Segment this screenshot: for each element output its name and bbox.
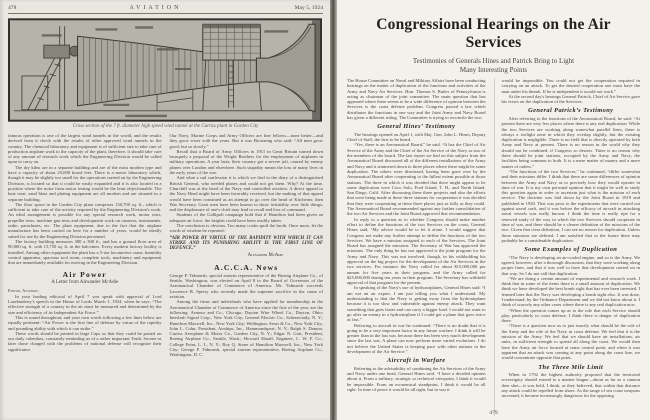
paragraph: “When the question comes up as to the role that each Service should play, particularly in coast defense, I think there is danger of duplication there. xyxy=(501,307,640,324)
paragraph: Our Navy, Marine Corps and Army Officers are fine fellows—none better—and they grow wiser with the years. But it was Browning who said: “All men grow good; but so slowly.” xyxy=(169,133,323,149)
page-number-left: 478 xyxy=(8,5,17,11)
page-479 xyxy=(337,0,650,420)
letter-signature: Alexander McAdie xyxy=(247,252,284,258)
paragraph: In reply to a question as to whether Congress should make another effort to define the functions of the two Services on the coast, General Hines said, “My advice would be to let it alone. I would suggest that Congress not make any further attempt to define the functions of the two Services. We have a mission assigned to each of the Services. The Joint Board has assigned the missions. The Secretary of War has approved the missions. The only thing he has not approved is the joint program for the Army and Navy. This was not involved, though, in his withholding his approval on the big project for the development of the Air Services in the two services. For instance the Navy called for about $15,000,000 per annum for five years in their program, and the Army called for $25,000,000 during ten years in their program. The Secretary has withheld approval of that program for the present. xyxy=(347,216,486,286)
paragraph: This is sound throughout; and your own words following a few lines below are equally pertinent: “Air Power is the first line of defense by virtue of the rapidity and pounding ability with which it can strike.” xyxy=(8,314,162,331)
running-header xyxy=(8,5,323,11)
left-page-columns xyxy=(8,133,323,395)
right-page-column-2 xyxy=(494,78,641,416)
duplication-examples-heading: Some Examples of Duplication xyxy=(524,246,618,254)
left-page-column-2 xyxy=(170,133,324,395)
three-mile-limit-heading: The Three Mile Limit xyxy=(538,363,604,371)
paragraph: Recall that a Board of Army Officers in 1911 in Great Britain turned down brusquely a proposal of the Wright Brothers for the employment of airplanes in military operations. A year later, their country got a severe jolt, caused by enemy planes over London and elsewhere. Such stupidity meant the loss of many lives in the early years of the war. xyxy=(169,148,323,176)
paragraph: The hearings opened on April 1, with Maj. Gen. John L. Hines, Deputy Chief of Staff, the first to be heard. xyxy=(347,131,486,143)
paragraph: Referring to aircraft in war he continued: “There is no doubt that it is going to be a very important factor in any future warfare. I think it will be greater than in the last war, because there has been very much development since the last war. A plane can now perform more varied evolutions. I do not believe the United States is keeping pace with other nations in the development of the Air Service.” xyxy=(347,322,486,355)
paragraph: “The functions of the two Services,” he continued, “differ somewhat and their missions differ. I think that there are some differences of opinion between the Army and Navy as to precisely how they would operate in time of war. It is my own personal opinion that it might be well to study this question again in order to ascertain just what is the mission of each service. The doctrine was laid down by the Joint Board in 1919 and published in 1920. That was prior to the experiments that were carried out against naval craft, and it was before the efficacy of aircraft in attacking naval vessels was really known. I think the time is really ripe for a renewed study of the way in which the two Services should cooperate in time of war, and there should be a clearer definition of the missions of the two. Given that clear definition, I can see no reason for duplication. Unless those missions are defined, I am satisfied that in the future there may probably be a considerable duplication. xyxy=(501,168,640,243)
figure-caption: Cross section of the 7 ft. diameter high speed wind tunnel at the Curtiss plant in Garden City xyxy=(72,124,259,129)
paragraph: In speaking of the Navy's use of hydroairplanes, General Hines said: “I am not an air expert. I am just telling you what I understand. My understanding is that the Navy is getting away from the hydroairplane because it is too slow and vulnerable against enemy attack. They want something that goes faster and can carry a bigger load. I would not want to go after an enemy in a hydroairplane if I could get a plane that goes twice as fast.” xyxy=(347,285,486,323)
journal-title: AVIATION xyxy=(129,5,182,11)
paragraph: At the second day's hearings General Patrick, Chief of Air Service gave his views on the duplication of the Services. xyxy=(501,93,640,105)
right-page-column-1 xyxy=(347,78,486,416)
paragraph: And what a sad confession it is which we find in the diary of a distinguished British General, who needed planes and could not get them. Why? At the time, Churchill was at the head of the Navy and controlled aviation. A direct appeal to the Navy Head might have been favorably received, but the making of that appeal would have been construed as an attempt to go over the head of Kitchener, then War Secretary. Great men have been known to show irritability over little things; and the displeasure of one's chief may lead to recall and loss of command. xyxy=(169,175,323,213)
paragraph: “There is a question now as to just exactly what should be the role of the Army and the role of the Navy in coast defense. We feel that it is the mission of the Army. We feel that we should have air installations, air units, in sufficient strength to spread all along the coast. We would then have the Army air force located at some central point, and when it was apparent that an attack was coming at any point along the coast line, we would concentrate opposite that point. xyxy=(501,323,640,361)
paragraph: Among the firms and individuals who have applied for membership in the Aeronautical Chamber of Commerce of America since the first of the year, are the following: Armour and Co., Chicago; Dayton Wire Wheel Co., Dayton, Ohio; Interlash Signal Corp., New York City; General Electric Co., Schenectady, N. Y.; Hamilton Maxwell, Inc., New York City; Wellington, Sears & Co., New York City; John L. Cohn, President, Airships, Inc., Hammondsport, N. Y.; Ralph S. Damon, Curtiss Aeroplane & Motor Co., Garden City, N. Y.; Edgar N. Gott, President, Boeing Airplane Co., Seattle, Wash.; Howard Shaaff, Engineer, L. W. F. Co., College Point, L. I., N. Y.; Roy Q. Stone of Hamilton Maxwell, Inc., New York City; George P. Tidmarsh, special eastern representative, Boeing Airplane Co., Washington, D. C. xyxy=(169,299,323,358)
paragraph: Students of the Gallipoli campaign hold that if Hamilton had been given an adequate air force, the heights could have been readily taken. xyxy=(169,212,323,223)
article-title: Congressional Hearings on the Air Services xyxy=(376,16,611,51)
paragraph: would be impossible. You could not get the cooperation required in carrying on an attack. To get the desired cooperation one must have the man under his thumb. If he is independent it would not work.” xyxy=(501,78,640,94)
air-power-heading: Air Power xyxy=(62,270,107,280)
paragraph: The dry kilns are in a separate building and are of the most modern type and have a capacity of about 25,000 board feet. There is a motor laboratory which, though it may be slightly too small for the operations carried on by the Engineering Division, is located so that it could be easily expanded and it is also located in a position where the noise from motor testing would be the least objectionable. The heat treat, sand blast and plating equipment are all modern and are situated in a separate building. xyxy=(8,164,162,202)
header-rule xyxy=(8,13,323,14)
wind-tunnel-cross-section-drawing xyxy=(8,18,322,122)
patrick-testimony-heading: General Patrick’s Testimony xyxy=(528,107,614,115)
paragraph: The House Committee on Naval and Military Affairs have been conducting hearings on the matter of duplication of the functions and activities of the Army and Navy Air Services. Hon. Thomas S. Butler of Pennsylvania is acting as chairman of the joint committee. The main question that has appeared where there seems to be a wide difference of opinion between the Services is the coast defense problem. Congress passed a law which distributes the functions in one way and the Joint Army and Navy Board has given a different ruling. The Committee is trying to reconcile the two. xyxy=(347,78,486,121)
paragraph: famous operation is one of the largest wind tunnels in the world, and the results derived from it check with the results of other approved wind tunnels in the country. The chemical laboratory and equipment is of sufficient size to take care of production airplane work to the capacity of the plant, therefore, it should take care of any amount of research work which the Engineering Division would be called upon to carry on. xyxy=(8,133,162,165)
paragraph: The floor space in the Garden City plant comprises 130,700 sq. ft., which is sufficient to take care of the activity required by the Engineering Division's work. An ideal arrangement is possible for any special research work, motor tests, propeller tests, machine gun tests and development work on cameras, instruments, radio, parachutes, etc. The plant equipment, due to the fact that the airplane manufacture has been carried on here for a number of years, would be ideally suited for use by the Engineering Division personnel. xyxy=(8,201,162,239)
issue-date: May 5, 1924 xyxy=(294,5,323,11)
left-page-column-1 xyxy=(8,133,162,395)
paragraph: The factory building measures 300 x 300 ft., and has a ground floor area of 90,000 sq. ft. with 15,750 sq. ft. in the balconies. Every modern factory facility is installed. Among other equipment the plant has a 5-ton locomotive crane, humidity control apparatus, spacious tool room, complete tools, machinery and equipment that are immediately available for moving in the Engineering Division. xyxy=(8,238,162,266)
paragraph: In your leading editorial of April 7 you speak with approval of Lord Londonderry's speech in the House of Lords March 1, 1924, when he says: “The effective strength of a country in the air must be measured and determined by the size and efficiency of its Independent Air Force.” xyxy=(8,293,162,315)
article-subtitle-line1: Testimonies of Generals Hines and Patrick Bring to Light xyxy=(412,57,575,65)
paragraph: When in 1792 the highest authority proposed that the territorial sovereignty should extend to a marine league—about as far as a cannon then shot—it was held, I think, or they believed, that within that distance any attack could be repelled from shore. As the range of sea coast weapons increased, it became increasingly dangerous for the opposing xyxy=(501,372,640,399)
paragraph: George P. Tidmarsh, special eastern representative of the Boeing Airplane Co., of Seattle, Washington, was elected on April 8 to the Board of Governors of the Aeronautical Chamber of Commerce of America. Mr. Tidmarsh succeeds Lawrence B. Sperry who recently made the supreme sacrifice in the cause of aviation. xyxy=(169,272,323,300)
aircraft-in-warfare-heading: Aircraft in Warfare xyxy=(387,357,446,365)
wind-tunnel-figure xyxy=(8,18,323,130)
acca-news-heading: A.C.C.A. News xyxy=(214,262,279,272)
right-page-columns xyxy=(347,78,640,416)
paragraph: Referring to the advisability of combining the Air Services of the Army and Navy under one head, General Hines said: “I have a decided opinion about it. From a military, strategic or technical viewpoint, I think it would be impossible. From an economical standpoint, I think it would be all right. In time of peace it would be all right, but in war it xyxy=(347,365,486,393)
paragraph: After referring to the functions of the Aeronautical Board, he said: “At present there are very few places where there is any real duplication. While the two Services are working along somewhat parallel lines, there is always a twilight zone in which they overlap slightly, but the existing duplication is negligible. There is no field that is directly operated by both Army and Navy at present. There is no reason in the world why they should not be combined, if Congress so desires. There is no reason why there should be joint stations, occupied by the Army and Navy, the facilities being common to both. It is a mere matter of money and a mere matter of orders.” xyxy=(501,115,640,169)
letter-salutation: Editor, Aviation: xyxy=(8,288,39,294)
article-subtitle-line2: Many Interesting Points xyxy=(459,65,528,74)
air-power-subheading: A Letter from Alexander McAdie xyxy=(51,280,119,286)
hines-testimony-heading: General Hines’ Testimony xyxy=(377,123,456,131)
paragraph: “The Navy is developing an air-cooled engine, and so is the Army. We agreed, however, after a thorough discussion, that they were working along proper lines, and that it was well to have that development carried on in that way. So I do not call that duplication. xyxy=(501,254,640,276)
paragraph: “We are doing a certain amount of experimental and research work. I think that in some of the items there is a small amount of duplication. We think we have developed the best bomb sight that has ever been invented. I learned later that the Navy was developing a bomb sight also. It was done, I understand, by the Ordnance Department and we did not know about it. I think of scarcely any other cases where there is any real duplication now. xyxy=(501,275,640,308)
air-power-quote: “AIR POWER BY VIRTUE OF THE RAPIDITY WITH WHICH IT CAN STRIKE AND ITS PUNISHING ABILITY IS THE FIRST LINE OF DEFENCE.” xyxy=(169,235,323,252)
paragraph: “Yes, there is an Aeronautical Board,” he said. “It has the Chief of Air Service of the Army and the Chief of the Air Service of the Navy as two of the members of the board. The last report we had on this subject from the Aeronautical Board discussed all of the different installations of the Army and Navy and it simmered down to three places where there might be some duplication. The others were dismissed, having been gone over by the Aeronautical Board after cooperating to the fullest extent possible at those stations. The three in which it was decided that there might appear to be some duplication were Coco Solo, Ford Island, T. H., and North Island, San Diego, Calif. After discussing these three projects and also the efforts that were being made at these three stations for cooperation it was decided that they were cooperating at these three places just as fully as they could. The Aeronautical Board recommended against any further consolidation of the two Air Services and the Joint Board approved that recommendation. xyxy=(347,142,486,217)
page-number-right: 479 xyxy=(489,410,498,416)
paragraph: The conclusion is obvious. Too many cooks spoil the broth. Once more, let the words of wisdom be repeated: xyxy=(169,223,323,234)
page-seam xyxy=(330,0,337,420)
paragraph: These words should be printed in large Caps so that they could be pasted on our daily calendars, constantly reminding us of a rather important Truth. Sooner or later those charged with the problems of national defense will recognize their significance. xyxy=(8,330,162,352)
